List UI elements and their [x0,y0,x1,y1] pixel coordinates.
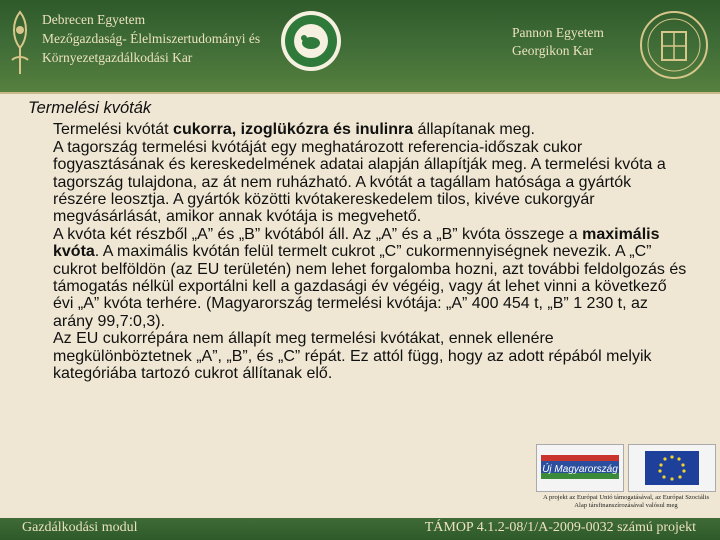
paragraph-1 [53,121,688,138]
footer-project-id: TÁMOP 4.1.2-08/1/A-2009-0032 számú projekt [424,520,696,535]
paragraph-3 [53,226,688,330]
eu-flag-icon [629,445,715,491]
header-band [0,0,720,94]
footer-band [0,518,720,540]
left-institution-line-1: Debrecen Egyetem [42,12,146,27]
right-institution-name [512,24,604,60]
right-institution-line-2: Georgikon Kar [512,43,594,58]
faculty-seal-icon [280,10,342,72]
p3-text: A kvóta két részből „A” és „B” kvótából áll. Az „A” és a „B” kvóta összege a [53,225,583,243]
hu-logo-text: Új Magyarország [542,464,618,475]
p1-text-end: állapítanak meg. [413,121,535,139]
p3-bold-text: maximális kvóta [53,225,660,261]
right-institution-line-1: Pannon Egyetem [512,25,604,40]
paragraph-2: A tagország termelési kvótáját egy meghatározott referencia-időszak cukor fogyasztásának és kereskedelmének adatai alapján állapítják meg. A termelési kvóta a tagország tulajdona, az át nem ruházható. A kvótát a tagállam hatósága a gyártók részére leosztja. A gyártók közötti kvótakereskedelem tilos, kivéve cukorgyár megvásárlását, amikor annak kvótája is megvehető. [53,138,666,226]
left-institution-name [42,10,260,67]
pannon-university-seal-icon [640,10,708,80]
left-institution-line-2: Mezőgazdaság- Élelmiszertudományi és [42,31,261,46]
university-crest-icon [6,8,34,78]
p1-bold-text: cukorra, izoglükózra és inulinra [173,121,414,139]
funding-logos [536,444,716,518]
footer-module-name: Gazdálkodási modul [22,520,138,535]
paragraph-4: Az EU cukorrépára nem állapít meg termelési kvótákat, ennek ellenére megkülönböztetnek „A”, „B”, és „C” répát. Ez attól függ, hogy az adott répából melyik kategóriába tartozó cukrot állítanak elő. [53,330,652,383]
uj-magyarorszag-logo [536,444,624,492]
eu-flag-logo [628,444,716,492]
p3-text-end: . A maximális kvótán felül termelt cukrot „C” cukormennyiségnek nevezik. A „C” cukrot belföldön (az EU területén) nem lehet forgalomba hozni, azt további feldolgozás és támogatás nélkül exportálni kell a gazdasági év végéig, vagy át lehet vinni a következő évi „A” kvóta terhére. (Magyarország termelési kvótája: „A” 400 454 t, „B” 1 230 t, az arány 99,7:0,3). [53,243,687,330]
p1-text: Termelési kvótát [53,121,174,139]
slide-title: Termelési kvóták [28,99,152,117]
slide-body [28,100,688,383]
uj-magyarorszag-logo-icon [537,445,623,491]
eu-funding-note: A projekt az Európai Unió támogatásával, az Európai Szociális Alap társfinanszírozásával valósul meg [542,494,710,509]
left-institution-line-3: Környezetgazdálkodási Kar [42,50,193,65]
